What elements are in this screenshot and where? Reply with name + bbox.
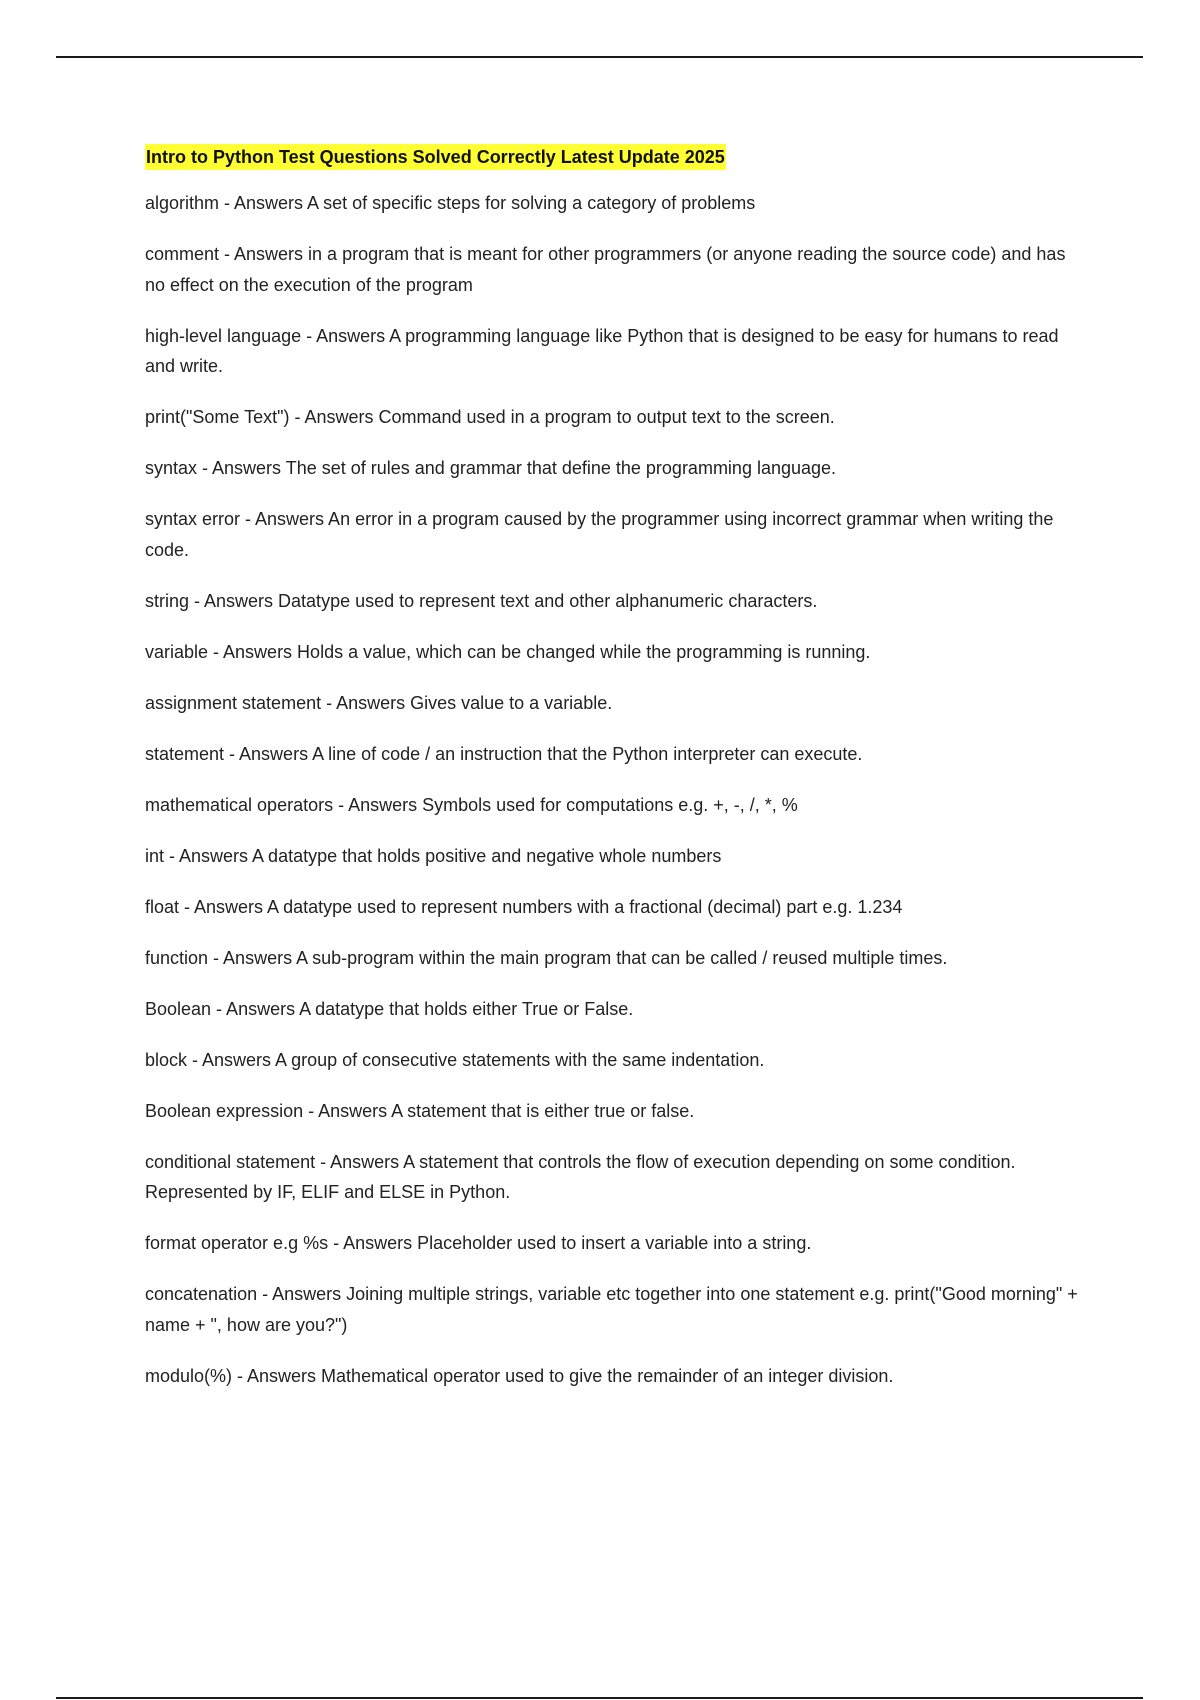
footer-rule [56, 1697, 1143, 1699]
qa-entry: concatenation - Answers Joining multiple strings, variable etc together into one statement e.g. print("Good morning" + name + ", how are you?") [145, 1284, 1078, 1335]
qa-entry: string - Answers Datatype used to represent text and other alphanumeric characters. [145, 590, 818, 611]
qa-entry: statement - Answers A line of code / an instruction that the Python interpreter can execute. [145, 743, 863, 764]
qa-entry: assignment statement - Answers Gives value to a variable. [145, 692, 613, 713]
qa-entry: syntax - Answers The set of rules and grammar that define the programming language. [145, 458, 837, 478]
qa-entry: syntax error - Answers An error in a program caused by the programmer using incorrect grammar when writing the code. [145, 509, 1054, 560]
document-title: Intro to Python Test Questions Solved Correctly Latest Update 2025 [145, 144, 726, 170]
qa-entry: block - Answers A group of consecutive statements with the same indentation. [145, 1049, 765, 1070]
qa-entry: float - Answers A datatype used to represent numbers with a fractional (decimal) part e.g. 1.234 [145, 896, 903, 917]
qa-entry: Boolean - Answers A datatype that holds either True or False. [145, 998, 634, 1019]
qa-entry: mathematical operators - Answers Symbols used for computations e.g. +, -, /, *, % [145, 794, 798, 815]
qa-entry: high-level language - Answers A programming language like Python that is designed to be easy for humans to read and write. [145, 325, 1059, 376]
qa-list [145, 188, 1085, 1391]
document-body [145, 144, 1085, 1412]
qa-entry: modulo(%) - Answers Mathematical operator used to give the remainder of an integer division. [145, 1365, 894, 1386]
header-rule [56, 56, 1143, 58]
qa-entry: format operator e.g %s - Answers Placeholder used to insert a variable into a string. [145, 1233, 812, 1253]
qa-entry: conditional statement - Answers A statement that controls the flow of execution depending on some condition. Represented by IF, ELIF and ELSE in Python. [145, 1151, 1016, 1202]
qa-entry: function - Answers A sub-program within the main program that can be called / reused multiple times. [145, 947, 948, 968]
qa-entry: algorithm - Answers A set of specific steps for solving a category of problems [145, 193, 756, 213]
qa-entry: int - Answers A datatype that holds positive and negative whole numbers [145, 845, 722, 866]
qa-entry: comment - Answers in a program that is meant for other programmers (or anyone reading the source code) and has no effect on the execution of the program [145, 244, 1066, 295]
qa-entry: Boolean expression - Answers A statement that is either true or false. [145, 1100, 695, 1121]
qa-entry: variable - Answers Holds a value, which can be changed while the programming is running. [145, 641, 871, 662]
qa-entry: print("Some Text") - Answers Command used in a program to output text to the screen. [145, 407, 835, 427]
